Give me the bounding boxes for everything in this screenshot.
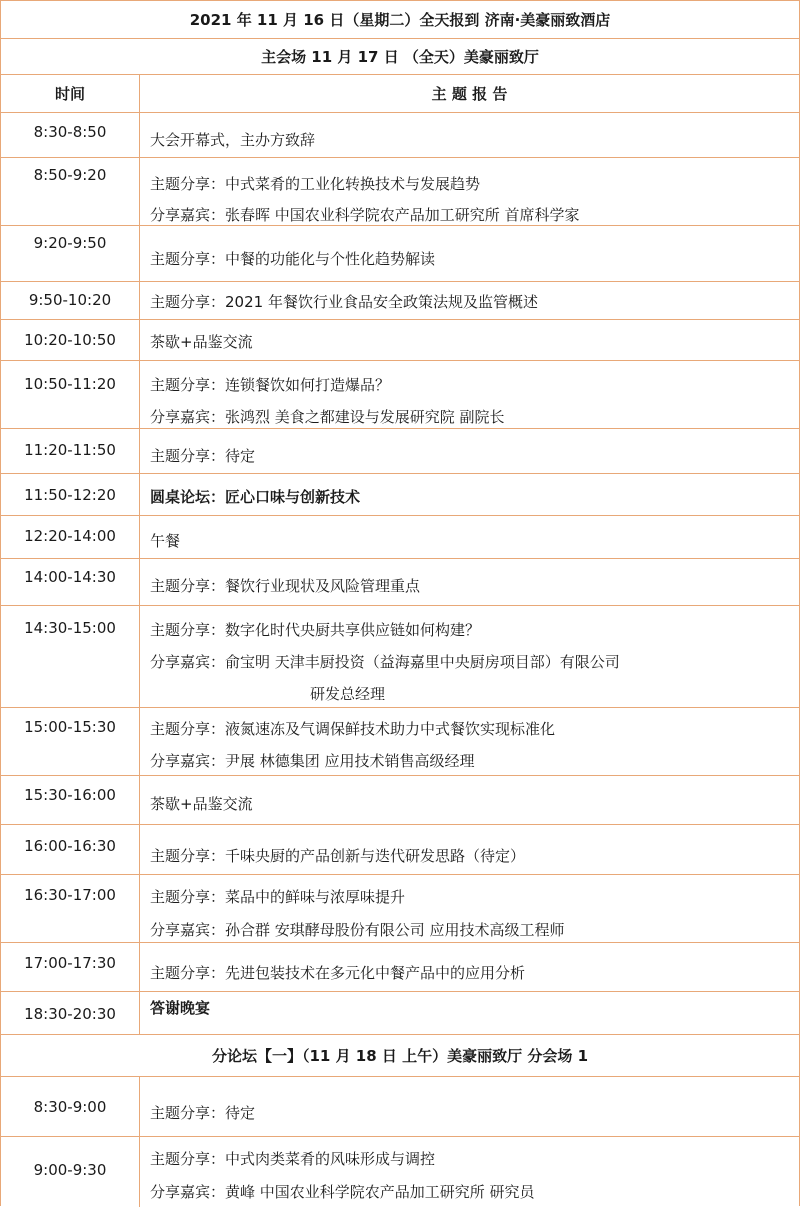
topic-cell (140, 158, 799, 225)
time-text: 9:00-9:30 (33, 1161, 107, 1179)
topic-line: 主题分享：待定 (150, 447, 256, 465)
time-text: 11:50-12:20 (24, 486, 116, 504)
topic-cell (140, 992, 799, 1034)
topic-cell (140, 708, 799, 775)
table-row (1, 943, 799, 992)
table-row (1, 875, 799, 943)
time-cell (1, 943, 140, 991)
topic-cell (140, 1137, 799, 1207)
time-column-header: 时间 (1, 75, 140, 112)
time-cell (1, 282, 140, 319)
topic-line: 午餐 (150, 532, 181, 550)
speaker-line: 分享嘉宾：张春晖 中国农业科学院农产品加工研究所 首席科学家 (150, 206, 580, 224)
topic-cell (140, 776, 799, 824)
topic-line: 主题分享：数字化时代央厨共享供应链如何构建？ (150, 621, 481, 639)
topic-cell (140, 1077, 799, 1136)
topic-line: 大会开幕式，主办方致辞 (150, 131, 316, 149)
table-row (1, 776, 799, 825)
dinner-line: 答谢晚宴 (150, 999, 211, 1017)
topic-cell (140, 226, 799, 281)
time-text: 16:00-16:30 (24, 837, 116, 855)
main-venue-header-row (1, 39, 799, 75)
table-row (1, 158, 799, 226)
table-row (1, 992, 799, 1035)
table-row (1, 226, 799, 282)
topic-cell (140, 825, 799, 874)
time-text: 14:00-14:30 (24, 568, 116, 586)
time-cell (1, 474, 140, 515)
time-cell (1, 361, 140, 428)
topic-line: 主题分享：菜品中的鲜味与浓厚味提升 (150, 888, 406, 906)
table-row (1, 1077, 799, 1137)
topic-cell (140, 516, 799, 558)
registration-header-row (1, 1, 799, 39)
table-row (1, 559, 799, 606)
table-row (1, 429, 799, 474)
topic-column-header: 主 题 报 告 (431, 85, 508, 103)
topic-line: 主题分享：液氮速冻及气调保鲜技术助力中式餐饮实现标准化 (150, 720, 556, 738)
topic-cell (140, 282, 799, 319)
topic-line: 茶歇+品鉴交流 (150, 333, 253, 351)
subforum-header-row (1, 1035, 799, 1077)
time-cell (1, 606, 140, 707)
speaker-line: 分享嘉宾：俞宝明 天津丰厨投资（益海嘉里中央厨房项目部）有限公司 (150, 653, 620, 671)
topic-cell (140, 474, 799, 515)
time-text: 14:30-15:00 (24, 619, 116, 637)
topic-cell (140, 429, 799, 473)
time-text: 15:00-15:30 (24, 718, 116, 736)
table-row (1, 1137, 799, 1207)
time-cell (1, 708, 140, 775)
time-cell (1, 559, 140, 605)
time-text: 9:20-9:50 (33, 234, 107, 252)
speaker-line: 分享嘉宾：尹展 林德集团 应用技术销售高级经理 (150, 752, 475, 770)
table-row (1, 825, 799, 875)
time-text: 16:30-17:00 (24, 886, 116, 904)
topic-cell (140, 875, 799, 942)
topic-line: 茶歇+品鉴交流 (150, 795, 253, 813)
time-text: 8:50-9:20 (33, 166, 107, 184)
topic-cell (140, 361, 799, 428)
time-cell (1, 429, 140, 473)
table-row (1, 282, 799, 320)
time-text: 18:30-20:30 (24, 1005, 116, 1023)
speaker-line: 分享嘉宾：孙合群 安琪酵母股份有限公司 应用技术高级工程师 (150, 921, 565, 939)
time-cell (1, 226, 140, 281)
time-cell (1, 992, 140, 1034)
time-text: 9:50-10:20 (28, 291, 112, 309)
time-text: 8:30-9:00 (33, 1098, 107, 1116)
time-cell (1, 776, 140, 824)
topic-line: 主题分享：中式肉类菜肴的风味形成与调控 (150, 1150, 436, 1168)
time-text: 15:30-16:00 (24, 786, 116, 804)
table-row (1, 516, 799, 559)
topic-line: 主题分享：待定 (150, 1104, 256, 1122)
time-cell (1, 875, 140, 942)
speaker-line: 分享嘉宾：黄峰 中国农业科学院农产品加工研究所 研究员 (150, 1183, 535, 1201)
time-cell (1, 825, 140, 874)
topic-line: 主题分享：千味央厨的产品创新与迭代研发思路（待定） (150, 847, 526, 865)
time-text: 17:00-17:30 (24, 954, 116, 972)
table-row (1, 708, 799, 776)
topic-line: 主题分享：中餐的功能化与个性化趋势解读 (150, 250, 436, 268)
time-text: 12:20-14:00 (24, 527, 116, 545)
time-cell (1, 1137, 140, 1207)
topic-cell (140, 559, 799, 605)
speaker-title-line: 研发总经理 (310, 685, 386, 703)
subforum-title: 分论坛【一】（11 月 18 日 上午）美豪丽致厅 分会场 1 (211, 1047, 589, 1065)
time-cell (1, 1077, 140, 1136)
table-row (1, 113, 799, 158)
topic-cell (140, 113, 799, 157)
time-text: 11:20-11:50 (24, 441, 116, 459)
topic-cell (140, 943, 799, 991)
time-text: 8:30-8:50 (33, 123, 107, 141)
time-cell (1, 158, 140, 225)
topic-line: 主题分享：餐饮行业现状及风险管理重点 (150, 577, 421, 595)
table-row (1, 606, 799, 708)
main-venue-header-text: 主会场 11 月 17 日 （全天）美豪丽致厅 (261, 48, 539, 66)
topic-cell (140, 606, 799, 707)
time-text: 10:20-10:50 (24, 331, 116, 349)
topic-cell (140, 320, 799, 360)
speaker-line: 分享嘉宾：张鸿烈 美食之都建设与发展研究院 副院长 (150, 408, 505, 426)
topic-line: 主题分享：中式菜肴的工业化转换技术与发展趋势 (150, 175, 481, 193)
topic-line: 主题分享：2021 年餐饮行业食品安全政策法规及监管概述 (150, 293, 538, 311)
topic-line: 主题分享：先进包装技术在多元化中餐产品中的应用分析 (150, 964, 526, 982)
roundtable-line: 圆桌论坛：匠心口味与创新技术 (150, 488, 361, 506)
table-row (1, 361, 799, 429)
column-header-row (1, 75, 799, 113)
time-text: 10:50-11:20 (24, 375, 116, 393)
time-cell (1, 320, 140, 360)
registration-header-text: 2021 年 11 月 16 日（星期二）全天报到 济南·美豪丽致酒店 (189, 11, 611, 29)
time-cell (1, 516, 140, 558)
time-cell (1, 113, 140, 157)
table-row (1, 474, 799, 516)
table-row (1, 320, 799, 361)
topic-line: 主题分享：连锁餐饮如何打造爆品？ (150, 376, 391, 394)
